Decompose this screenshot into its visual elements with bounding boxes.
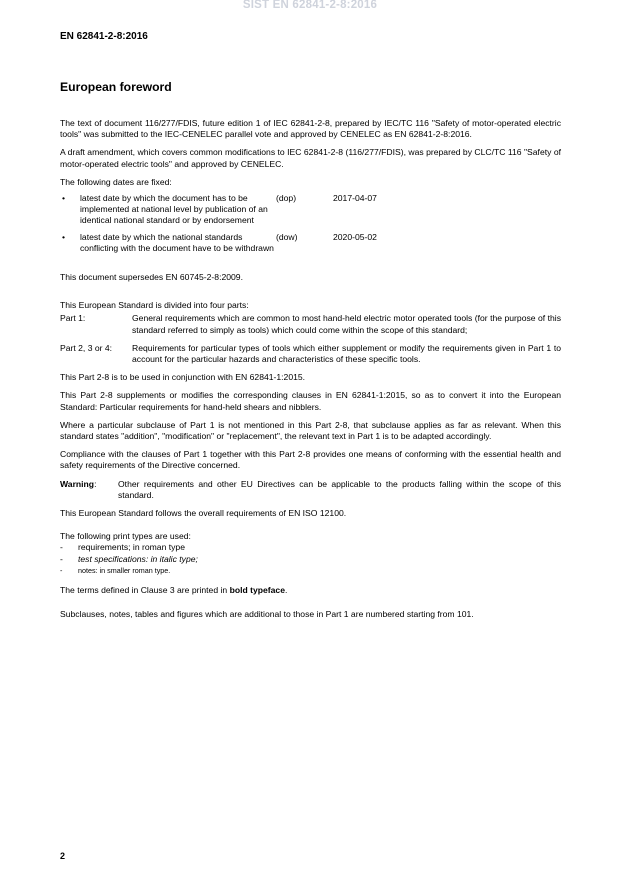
part-row (60, 313, 561, 335)
warning-label: Warning: (60, 478, 97, 489)
date-row-dow (60, 232, 561, 254)
warning-block (60, 479, 561, 501)
date-description: latest date by which the document has to be implemented at national level by publication of an identical national standard or by endorsement (80, 193, 268, 226)
paragraph-supplements: This Part 2-8 supplements or modifies the corresponding clauses in EN 62841-1:2015, so as to convert it into the European Standard: Particular requirements for hand-held shears and nibblers. (60, 390, 561, 412)
print-type-italic: test specifications: in italic type; (78, 553, 198, 564)
dash-icon: - (60, 542, 63, 553)
paragraph-print-types: The following print types are used: (60, 531, 191, 542)
standard-id: EN 62841-2-8:2016 (60, 31, 148, 42)
bullet-icon: • (62, 193, 66, 204)
page-number: 2 (60, 851, 66, 861)
part-description: General requirements which are common to most hand-held electric motor operated tools (for the purpose of this standard referred to simply as tools) which could come within the scope of this standard; (132, 313, 561, 335)
print-types-list (60, 542, 561, 576)
date-code: (dop) (276, 193, 297, 204)
part-label: Part 2, 3 or 4: (60, 342, 113, 353)
list-item (60, 542, 561, 553)
date-row-dop (60, 193, 561, 227)
paragraph-bold-terms: The terms defined in Clause 3 are printed in bold typeface. (60, 585, 288, 596)
paragraph-compliance: Compliance with the clauses of Part 1 together with this Part 2-8 provides one means of conforming with the essential health and safety requirements of the Directive concerned. (60, 449, 561, 471)
paragraph-numbering: Subclauses, notes, tables and figures which are additional to those in Part 1 are numbered starting from 101. (60, 609, 474, 620)
part-label: Part 1: (60, 313, 86, 324)
dates-list (60, 193, 561, 254)
foreword-body (60, 118, 561, 628)
bullet-icon: • (62, 231, 66, 242)
paragraph-iso: This European Standard follows the overall requirements of EN ISO 12100. (60, 508, 347, 519)
paragraph-supersedes: This document supersedes EN 60745-2-8:2009. (60, 272, 243, 283)
date-value: 2017-04-07 (333, 193, 377, 204)
dash-icon: - (60, 565, 63, 575)
print-type-roman: requirements; in roman type (78, 542, 185, 553)
date-description: latest date by which the national standards conflicting with the document have to be withdrawn (80, 231, 274, 253)
dash-icon: - (60, 553, 63, 564)
part-description: Requirements for particular types of tools which either supplement or modify the requirements given in Part 1 to account for the particular hazards and characteristics of these specific tools. (132, 342, 561, 365)
paragraph-parts-intro: This European Standard is divided into four parts: (60, 300, 249, 311)
list-item (60, 554, 561, 565)
print-type-small: notes: in smaller roman type. (78, 565, 171, 575)
part-row (60, 343, 561, 365)
watermark: SIST EN 62841-2-8:2016 (242, 0, 378, 11)
date-code: (dow) (276, 231, 298, 242)
list-item (60, 565, 561, 576)
paragraph-conjunction: This Part 2-8 is to be used in conjunction with EN 62841-1:2015. (60, 372, 306, 383)
paragraph-dates-intro: The following dates are fixed: (60, 176, 172, 187)
warning-text: Other requirements and other EU Directives can be applicable to the products falling within the scope of this standard. (118, 478, 561, 500)
paragraph-draft-amendment: A draft amendment, which covers common modifications to IEC 62841-2-8 (116/277/FDIS), was prepared by CLC/TC 116 "Safety of motor-operated electric tools" and approved by CENELEC. (60, 147, 561, 169)
page-title: European foreword (60, 80, 172, 94)
paragraph-document-text: The text of document 116/277/FDIS, future edition 1 of IEC 62841-2-8, prepared by IEC/TC 116 "Safety of motor-operated electric tools" was submitted to the IEC-CENELEC parallel vote and approved by CENELEC as EN 62841-2-8:2016. (60, 118, 561, 140)
paragraph-subclause: Where a particular subclause of Part 1 is not mentioned in this Part 2-8, that subclause applies as far as relevant. When this standard states "addition", "modification" or "replacement", the relevant text in Part 1 is to be adapted accordingly. (60, 419, 561, 442)
date-value: 2020-05-02 (333, 231, 377, 242)
